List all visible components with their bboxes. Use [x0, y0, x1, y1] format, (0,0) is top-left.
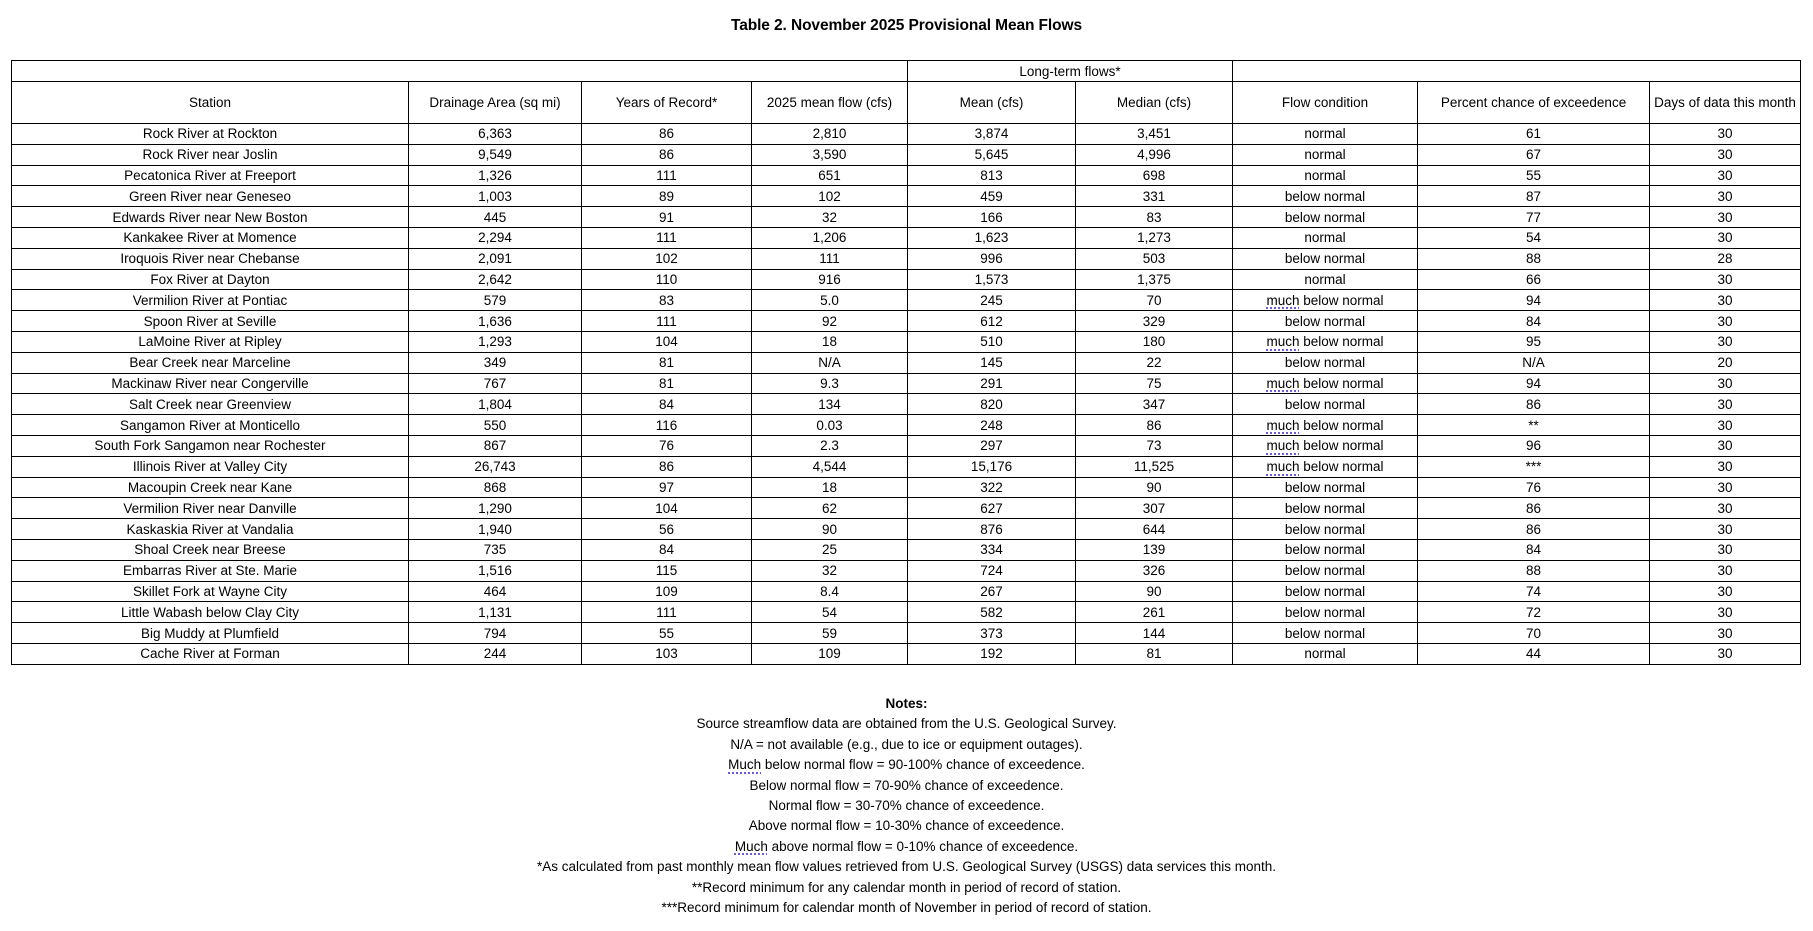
- mean-flow-2025-cell: 2,810: [752, 124, 908, 145]
- mean-flow-2025-cell: 54: [752, 602, 908, 623]
- percent-exceedence-cell: 61: [1418, 124, 1650, 145]
- drainage-area-cell: 445: [409, 207, 582, 228]
- table-row: [12, 352, 1801, 373]
- longterm-mean-cell: 192: [908, 643, 1076, 664]
- years-of-record-cell: 55: [582, 623, 752, 644]
- mean-flow-2025-cell: 0.03: [752, 415, 908, 436]
- table-row: [12, 394, 1801, 415]
- table-row: [12, 207, 1801, 228]
- table-row: [12, 290, 1801, 311]
- longterm-median-cell: 329: [1076, 311, 1233, 332]
- mean-flow-2025-cell: 9.3: [752, 373, 908, 394]
- years-of-record-cell: 103: [582, 643, 752, 664]
- percent-exceedence-cell: 54: [1418, 227, 1650, 248]
- spellcheck-underlined-word: much: [1266, 417, 1300, 433]
- station-cell: Shoal Creek near Breese: [12, 539, 409, 560]
- group-header-blank-left: [12, 61, 908, 82]
- note-line: N/A = not available (e.g., due to ice or equipment outages).: [730, 736, 1083, 752]
- longterm-median-cell: 503: [1076, 248, 1233, 269]
- flow-condition-cell: much below normal: [1233, 435, 1418, 456]
- group-header-row: [12, 61, 1801, 82]
- group-header-blank-right: [1233, 61, 1801, 82]
- longterm-median-cell: 70: [1076, 290, 1233, 311]
- station-cell: Rock River near Joslin: [12, 144, 409, 165]
- table-row: [12, 311, 1801, 332]
- mean-flow-2025-cell: 90: [752, 519, 908, 540]
- flow-condition-cell: below normal: [1233, 394, 1418, 415]
- days-of-data-cell: 30: [1650, 581, 1801, 602]
- station-cell: Fox River at Dayton: [12, 269, 409, 290]
- col-header-drainage-area: Drainage Area (sq mi): [409, 82, 582, 124]
- station-cell: Vermilion River near Danville: [12, 498, 409, 519]
- longterm-mean-cell: 297: [908, 435, 1076, 456]
- longterm-mean-cell: 267: [908, 581, 1076, 602]
- mean-flow-2025-cell: 25: [752, 539, 908, 560]
- longterm-mean-cell: 996: [908, 248, 1076, 269]
- days-of-data-cell: 30: [1650, 623, 1801, 644]
- longterm-mean-cell: 334: [908, 539, 1076, 560]
- days-of-data-cell: 20: [1650, 352, 1801, 373]
- drainage-area-cell: 6,363: [409, 124, 582, 145]
- longterm-median-cell: 81: [1076, 643, 1233, 664]
- years-of-record-cell: 81: [582, 373, 752, 394]
- col-header-percent-exceedence: Percent chance of exceedence: [1418, 82, 1650, 124]
- years-of-record-cell: 111: [582, 311, 752, 332]
- drainage-area-cell: 2,642: [409, 269, 582, 290]
- days-of-data-cell: 30: [1650, 311, 1801, 332]
- station-cell: Mackinaw River near Congerville: [12, 373, 409, 394]
- station-cell: Embarras River at Ste. Marie: [12, 560, 409, 581]
- years-of-record-cell: 104: [582, 498, 752, 519]
- percent-exceedence-cell: 84: [1418, 311, 1650, 332]
- percent-exceedence-cell: 88: [1418, 560, 1650, 581]
- mean-flow-2025-cell: 92: [752, 311, 908, 332]
- days-of-data-cell: 28: [1650, 248, 1801, 269]
- years-of-record-cell: 76: [582, 435, 752, 456]
- note-line: ***Record minimum for calendar month of November in period of record of station.: [661, 900, 1152, 916]
- mean-flow-2025-cell: 2.3: [752, 435, 908, 456]
- years-of-record-cell: 111: [582, 227, 752, 248]
- longterm-median-cell: 307: [1076, 498, 1233, 519]
- flow-condition-cell: normal: [1233, 227, 1418, 248]
- station-cell: Iroquois River near Chebanse: [12, 248, 409, 269]
- table-row: [12, 581, 1801, 602]
- flow-condition-cell: below normal: [1233, 477, 1418, 498]
- days-of-data-cell: 30: [1650, 477, 1801, 498]
- mean-flow-2025-cell: 5.0: [752, 290, 908, 311]
- percent-exceedence-cell: 86: [1418, 394, 1650, 415]
- percent-exceedence-cell: N/A: [1418, 352, 1650, 373]
- table-row: [12, 539, 1801, 560]
- years-of-record-cell: 110: [582, 269, 752, 290]
- drainage-area-cell: 1,131: [409, 602, 582, 623]
- longterm-mean-cell: 724: [908, 560, 1076, 581]
- percent-exceedence-cell: 74: [1418, 581, 1650, 602]
- flow-condition-cell: below normal: [1233, 352, 1418, 373]
- longterm-mean-cell: 291: [908, 373, 1076, 394]
- percent-exceedence-cell: 96: [1418, 435, 1650, 456]
- mean-flow-2025-cell: 62: [752, 498, 908, 519]
- percent-exceedence-cell: 84: [1418, 539, 1650, 560]
- longterm-mean-cell: 876: [908, 519, 1076, 540]
- drainage-area-cell: 1,290: [409, 498, 582, 519]
- longterm-median-cell: 331: [1076, 186, 1233, 207]
- longterm-median-cell: 261: [1076, 602, 1233, 623]
- longterm-median-cell: 644: [1076, 519, 1233, 540]
- station-cell: Salt Creek near Greenview: [12, 394, 409, 415]
- drainage-area-cell: 2,294: [409, 227, 582, 248]
- longterm-mean-cell: 627: [908, 498, 1076, 519]
- longterm-mean-cell: 510: [908, 331, 1076, 352]
- years-of-record-cell: 111: [582, 602, 752, 623]
- percent-exceedence-cell: 76: [1418, 477, 1650, 498]
- longterm-mean-cell: 322: [908, 477, 1076, 498]
- table-row: [12, 186, 1801, 207]
- drainage-area-cell: 579: [409, 290, 582, 311]
- longterm-mean-cell: 373: [908, 623, 1076, 644]
- longterm-mean-cell: 3,874: [908, 124, 1076, 145]
- longterm-median-cell: 3,451: [1076, 124, 1233, 145]
- station-cell: Pecatonica River at Freeport: [12, 165, 409, 186]
- years-of-record-cell: 111: [582, 165, 752, 186]
- longterm-mean-cell: 248: [908, 415, 1076, 436]
- longterm-median-cell: 75: [1076, 373, 1233, 394]
- col-header-mean: Mean (cfs): [908, 82, 1076, 124]
- longterm-mean-cell: 245: [908, 290, 1076, 311]
- drainage-area-cell: 1,516: [409, 560, 582, 581]
- days-of-data-cell: 30: [1650, 373, 1801, 394]
- years-of-record-cell: 97: [582, 477, 752, 498]
- longterm-median-cell: 144: [1076, 623, 1233, 644]
- mean-flow-2025-cell: 4,544: [752, 456, 908, 477]
- longterm-mean-cell: 612: [908, 311, 1076, 332]
- days-of-data-cell: 30: [1650, 186, 1801, 207]
- spellcheck-underlined-word: much: [1266, 438, 1300, 454]
- years-of-record-cell: 91: [582, 207, 752, 228]
- years-of-record-cell: 84: [582, 394, 752, 415]
- flow-condition-cell: normal: [1233, 144, 1418, 165]
- days-of-data-cell: 30: [1650, 394, 1801, 415]
- station-cell: Macoupin Creek near Kane: [12, 477, 409, 498]
- flow-condition-cell: below normal: [1233, 311, 1418, 332]
- flow-condition-cell: below normal: [1233, 186, 1418, 207]
- drainage-area-cell: 9,549: [409, 144, 582, 165]
- column-header-row: [12, 82, 1801, 124]
- percent-exceedence-cell: 66: [1418, 269, 1650, 290]
- days-of-data-cell: 30: [1650, 207, 1801, 228]
- percent-exceedence-cell: 86: [1418, 498, 1650, 519]
- station-cell: LaMoine River at Ripley: [12, 331, 409, 352]
- flow-condition-cell: below normal: [1233, 207, 1418, 228]
- mean-flow-2025-cell: 18: [752, 331, 908, 352]
- mean-flow-2025-cell: 32: [752, 207, 908, 228]
- longterm-median-cell: 180: [1076, 331, 1233, 352]
- station-cell: Vermilion River at Pontiac: [12, 290, 409, 311]
- table-row: [12, 227, 1801, 248]
- longterm-mean-cell: 813: [908, 165, 1076, 186]
- days-of-data-cell: 30: [1650, 290, 1801, 311]
- longterm-median-cell: 22: [1076, 352, 1233, 373]
- percent-exceedence-cell: 55: [1418, 165, 1650, 186]
- percent-exceedence-cell: 88: [1418, 248, 1650, 269]
- days-of-data-cell: 30: [1650, 331, 1801, 352]
- years-of-record-cell: 102: [582, 248, 752, 269]
- years-of-record-cell: 89: [582, 186, 752, 207]
- col-header-years-of-record: Years of Record*: [582, 82, 752, 124]
- table-title: Table 2. November 2025 Provisional Mean Flows: [731, 17, 1082, 34]
- station-cell: Cache River at Forman: [12, 643, 409, 664]
- flow-condition-cell: much below normal: [1233, 415, 1418, 436]
- table-row: [12, 248, 1801, 269]
- table-row: [12, 124, 1801, 145]
- days-of-data-cell: 30: [1650, 415, 1801, 436]
- drainage-area-cell: 867: [409, 435, 582, 456]
- days-of-data-cell: 30: [1650, 269, 1801, 290]
- longterm-mean-cell: 582: [908, 602, 1076, 623]
- drainage-area-cell: 1,003: [409, 186, 582, 207]
- drainage-area-cell: 550: [409, 415, 582, 436]
- percent-exceedence-cell: 95: [1418, 331, 1650, 352]
- drainage-area-cell: 1,940: [409, 519, 582, 540]
- years-of-record-cell: 116: [582, 415, 752, 436]
- flow-condition-cell: below normal: [1233, 519, 1418, 540]
- days-of-data-cell: 30: [1650, 227, 1801, 248]
- mean-flow-2025-cell: 134: [752, 394, 908, 415]
- table-row: [12, 519, 1801, 540]
- table-row: [12, 331, 1801, 352]
- note-line: Much below normal flow = 90-100% chance of exceedence.: [728, 757, 1085, 773]
- table-row: [12, 415, 1801, 436]
- days-of-data-cell: 30: [1650, 560, 1801, 581]
- percent-exceedence-cell: ***: [1418, 456, 1650, 477]
- days-of-data-cell: 30: [1650, 498, 1801, 519]
- drainage-area-cell: 349: [409, 352, 582, 373]
- mean-flow-2025-cell: 3,590: [752, 144, 908, 165]
- flow-condition-cell: below normal: [1233, 623, 1418, 644]
- days-of-data-cell: 30: [1650, 435, 1801, 456]
- table-row: [12, 373, 1801, 394]
- station-cell: Kaskaskia River at Vandalia: [12, 519, 409, 540]
- spellcheck-underlined-word: much: [1266, 292, 1300, 308]
- years-of-record-cell: 109: [582, 581, 752, 602]
- longterm-median-cell: 4,996: [1076, 144, 1233, 165]
- spellcheck-underlined-word: Much: [728, 757, 762, 773]
- station-cell: Green River near Geneseo: [12, 186, 409, 207]
- notes-title: Notes:: [885, 696, 928, 711]
- longterm-mean-cell: 166: [908, 207, 1076, 228]
- col-header-days-of-data: Days of data this month: [1650, 82, 1801, 124]
- table-row: [12, 477, 1801, 498]
- years-of-record-cell: 86: [582, 124, 752, 145]
- longterm-mean-cell: 5,645: [908, 144, 1076, 165]
- longterm-mean-cell: 1,573: [908, 269, 1076, 290]
- drainage-area-cell: 767: [409, 373, 582, 394]
- drainage-area-cell: 794: [409, 623, 582, 644]
- years-of-record-cell: 104: [582, 331, 752, 352]
- group-header-long-term: Long-term flows*: [908, 61, 1233, 82]
- days-of-data-cell: 30: [1650, 643, 1801, 664]
- table-row: [12, 165, 1801, 186]
- station-cell: Sangamon River at Monticello: [12, 415, 409, 436]
- days-of-data-cell: 30: [1650, 124, 1801, 145]
- percent-exceedence-cell: **: [1418, 415, 1650, 436]
- years-of-record-cell: 83: [582, 290, 752, 311]
- flow-condition-cell: normal: [1233, 269, 1418, 290]
- mean-flow-2025-cell: 916: [752, 269, 908, 290]
- drainage-area-cell: 464: [409, 581, 582, 602]
- drainage-area-cell: 1,293: [409, 331, 582, 352]
- mean-flow-2025-cell: 109: [752, 643, 908, 664]
- drainage-area-cell: 26,743: [409, 456, 582, 477]
- longterm-mean-cell: 459: [908, 186, 1076, 207]
- station-cell: Skillet Fork at Wayne City: [12, 581, 409, 602]
- spellcheck-underlined-word: much: [1266, 375, 1300, 391]
- flow-condition-cell: below normal: [1233, 560, 1418, 581]
- percent-exceedence-cell: 87: [1418, 186, 1650, 207]
- notes-section: [0, 694, 1813, 918]
- longterm-median-cell: 1,375: [1076, 269, 1233, 290]
- years-of-record-cell: 86: [582, 144, 752, 165]
- table-row: [12, 498, 1801, 519]
- note-line: Above normal flow = 10-30% chance of exceedence.: [748, 818, 1065, 834]
- station-cell: Kankakee River at Momence: [12, 227, 409, 248]
- flow-condition-cell: much below normal: [1233, 456, 1418, 477]
- table-row: [12, 144, 1801, 165]
- days-of-data-cell: 30: [1650, 144, 1801, 165]
- note-line: Much above normal flow = 0-10% chance of exceedence.: [734, 838, 1079, 854]
- drainage-area-cell: 1,804: [409, 394, 582, 415]
- percent-exceedence-cell: 94: [1418, 290, 1650, 311]
- years-of-record-cell: 115: [582, 560, 752, 581]
- note-line: Source streamflow data are obtained from the U.S. Geological Survey.: [696, 716, 1117, 732]
- drainage-area-cell: 868: [409, 477, 582, 498]
- years-of-record-cell: 84: [582, 539, 752, 560]
- percent-exceedence-cell: 44: [1418, 643, 1650, 664]
- drainage-area-cell: 735: [409, 539, 582, 560]
- longterm-median-cell: 326: [1076, 560, 1233, 581]
- longterm-median-cell: 11,525: [1076, 456, 1233, 477]
- station-cell: Big Muddy at Plumfield: [12, 623, 409, 644]
- note-line: *As calculated from past monthly mean flow values retrieved from U.S. Geological Survey (USGS) data services this month.: [536, 859, 1277, 875]
- mean-flow-2025-cell: 8.4: [752, 581, 908, 602]
- station-cell: Bear Creek near Marceline: [12, 352, 409, 373]
- mean-flow-2025-cell: 651: [752, 165, 908, 186]
- days-of-data-cell: 30: [1650, 602, 1801, 623]
- percent-exceedence-cell: 70: [1418, 623, 1650, 644]
- percent-exceedence-cell: 94: [1418, 373, 1650, 394]
- mean-flow-2025-cell: 59: [752, 623, 908, 644]
- longterm-mean-cell: 1,623: [908, 227, 1076, 248]
- note-line: **Record minimum for any calendar month in period of record of station.: [691, 879, 1122, 895]
- years-of-record-cell: 56: [582, 519, 752, 540]
- years-of-record-cell: 81: [582, 352, 752, 373]
- flow-condition-cell: below normal: [1233, 581, 1418, 602]
- spellcheck-underlined-word: Much: [734, 838, 768, 854]
- drainage-area-cell: 244: [409, 643, 582, 664]
- longterm-median-cell: 1,273: [1076, 227, 1233, 248]
- col-header-median: Median (cfs): [1076, 82, 1233, 124]
- flow-condition-cell: below normal: [1233, 498, 1418, 519]
- table-row: [12, 643, 1801, 664]
- longterm-median-cell: 83: [1076, 207, 1233, 228]
- percent-exceedence-cell: 72: [1418, 602, 1650, 623]
- flow-condition-cell: below normal: [1233, 539, 1418, 560]
- longterm-median-cell: 698: [1076, 165, 1233, 186]
- mean-flow-2025-cell: 32: [752, 560, 908, 581]
- table-row: [12, 602, 1801, 623]
- longterm-median-cell: 86: [1076, 415, 1233, 436]
- longterm-median-cell: 90: [1076, 581, 1233, 602]
- longterm-mean-cell: 145: [908, 352, 1076, 373]
- days-of-data-cell: 30: [1650, 539, 1801, 560]
- spellcheck-underlined-word: much: [1266, 459, 1300, 475]
- col-header-2025-mean-flow: 2025 mean flow (cfs): [752, 82, 908, 124]
- drainage-area-cell: 1,326: [409, 165, 582, 186]
- flow-condition-cell: much below normal: [1233, 373, 1418, 394]
- days-of-data-cell: 30: [1650, 519, 1801, 540]
- table-body: [12, 124, 1801, 665]
- longterm-mean-cell: 820: [908, 394, 1076, 415]
- longterm-median-cell: 139: [1076, 539, 1233, 560]
- flows-table: [11, 60, 1801, 665]
- table-row: [12, 269, 1801, 290]
- days-of-data-cell: 30: [1650, 456, 1801, 477]
- note-line: Below normal flow = 70-90% chance of exceedence.: [749, 777, 1064, 793]
- percent-exceedence-cell: 67: [1418, 144, 1650, 165]
- flow-condition-cell: below normal: [1233, 602, 1418, 623]
- station-cell: South Fork Sangamon near Rochester: [12, 435, 409, 456]
- station-cell: Spoon River at Seville: [12, 311, 409, 332]
- percent-exceedence-cell: 86: [1418, 519, 1650, 540]
- mean-flow-2025-cell: 18: [752, 477, 908, 498]
- longterm-median-cell: 73: [1076, 435, 1233, 456]
- spellcheck-underlined-word: much: [1266, 334, 1300, 350]
- flow-condition-cell: much below normal: [1233, 331, 1418, 352]
- mean-flow-2025-cell: N/A: [752, 352, 908, 373]
- note-line: Normal flow = 30-70% chance of exceedence.: [768, 798, 1045, 814]
- station-cell: Rock River at Rockton: [12, 124, 409, 145]
- table-row: [12, 435, 1801, 456]
- flow-condition-cell: normal: [1233, 165, 1418, 186]
- station-cell: Edwards River near New Boston: [12, 207, 409, 228]
- flow-condition-cell: much below normal: [1233, 290, 1418, 311]
- mean-flow-2025-cell: 102: [752, 186, 908, 207]
- percent-exceedence-cell: 77: [1418, 207, 1650, 228]
- table-row: [12, 623, 1801, 644]
- station-cell: Illinois River at Valley City: [12, 456, 409, 477]
- longterm-median-cell: 90: [1076, 477, 1233, 498]
- days-of-data-cell: 30: [1650, 165, 1801, 186]
- longterm-mean-cell: 15,176: [908, 456, 1076, 477]
- table-row: [12, 560, 1801, 581]
- mean-flow-2025-cell: 111: [752, 248, 908, 269]
- years-of-record-cell: 86: [582, 456, 752, 477]
- mean-flow-2025-cell: 1,206: [752, 227, 908, 248]
- flow-condition-cell: normal: [1233, 124, 1418, 145]
- longterm-median-cell: 347: [1076, 394, 1233, 415]
- flow-condition-cell: normal: [1233, 643, 1418, 664]
- drainage-area-cell: 2,091: [409, 248, 582, 269]
- flow-condition-cell: below normal: [1233, 248, 1418, 269]
- table-row: [12, 456, 1801, 477]
- station-cell: Little Wabash below Clay City: [12, 602, 409, 623]
- drainage-area-cell: 1,636: [409, 311, 582, 332]
- col-header-station: Station: [12, 82, 409, 124]
- col-header-flow-condition: Flow condition: [1233, 82, 1418, 124]
